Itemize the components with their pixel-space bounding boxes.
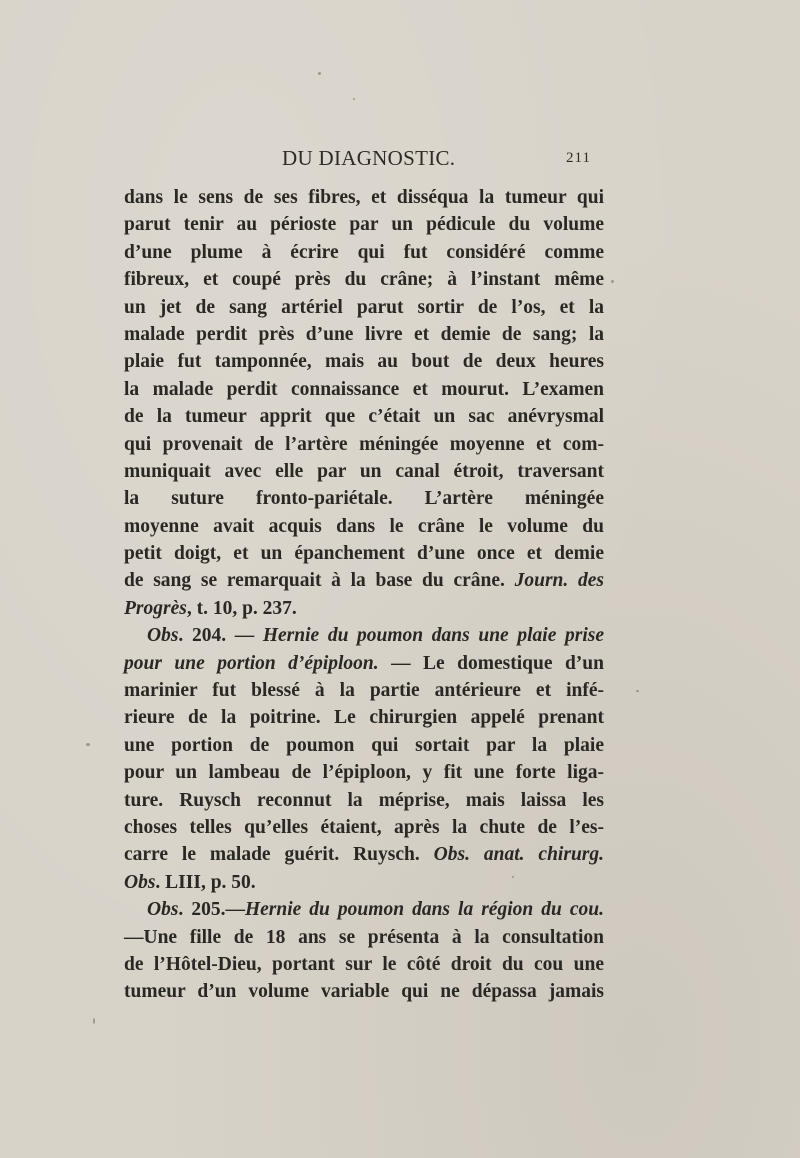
- text-run: moyenne avait acquis dans le crâne le volume du: [124, 515, 604, 537]
- italic-text-run: Obs: [147, 625, 179, 647]
- text-line: [124, 787, 604, 814]
- text-line: [124, 732, 604, 759]
- running-head: [0, 146, 800, 174]
- paper-speck: [318, 72, 321, 75]
- paper-speck: [636, 690, 639, 692]
- paper-speck: [353, 98, 355, 100]
- text-line: [124, 403, 604, 430]
- text-line: [124, 211, 604, 238]
- italic-text-run: Obs. anat. chirurg.: [433, 844, 605, 866]
- text-line: [124, 239, 604, 266]
- text-run: —Une fille de 18 ans se présenta à la consultation: [124, 926, 604, 948]
- text-line: [124, 458, 604, 485]
- running-head-title: DU DIAGNOSTIC.: [282, 146, 456, 170]
- text-run: un jet de sang artériel parut sortir de l’os, et la: [124, 296, 604, 318]
- text-run: . 204. —: [178, 625, 263, 647]
- text-run: de sang se remarquait à la base du crâne.: [124, 570, 515, 592]
- text-run: ture. Ruysch reconnut la méprise, mais laissa les: [124, 789, 604, 811]
- italic-text-run: Obs: [147, 899, 179, 921]
- paper-speck: [611, 280, 614, 283]
- text-run: malade perdit près d’une livre et demie de sang; la: [124, 323, 604, 345]
- text-line: [124, 896, 604, 923]
- italic-text-run: Journ. des: [514, 570, 604, 592]
- body-text: [124, 184, 604, 1006]
- text-line: [124, 869, 604, 896]
- text-run: tumeur d’un volume variable qui ne dépassa jamais: [124, 981, 604, 1003]
- text-line: [124, 431, 604, 458]
- text-line: [124, 540, 604, 567]
- text-line: [124, 485, 604, 512]
- text-run: muniquait avec elle par un canal étroit, traversant: [124, 460, 604, 482]
- paper-speck: [86, 743, 90, 746]
- text-line: [124, 814, 604, 841]
- text-run: la suture fronto-pariétale. L’artère méningée: [124, 488, 604, 510]
- text-line: [124, 650, 604, 677]
- text-line: [124, 759, 604, 786]
- italic-text-run: Hernie du poumon dans une plaie prise: [262, 625, 604, 647]
- text-run: petit doigt, et un épanchement d’une once et demie: [124, 543, 604, 565]
- text-line: [124, 184, 604, 211]
- text-run: parut tenir au périoste par un pédicule du volume: [124, 214, 604, 236]
- text-line: [124, 376, 604, 403]
- text-run: carre le malade guérit. Ruysch.: [124, 844, 434, 866]
- text-run: une portion de poumon qui sortait par la plaie: [124, 734, 604, 756]
- text-line: [124, 513, 604, 540]
- text-run: rieure de la poitrine. Le chirurgien appelé prenant: [124, 707, 604, 729]
- text-line: [124, 266, 604, 293]
- text-line: [124, 622, 604, 649]
- paper-speck: [93, 1018, 95, 1024]
- page-number: 211: [566, 150, 591, 166]
- text-run: de l’Hôtel-Dieu, portant sur le côté droit du cou une: [124, 953, 604, 975]
- text-line: [124, 951, 604, 978]
- text-line: [124, 595, 604, 622]
- text-line: [124, 841, 604, 868]
- text-run: choses telles qu’elles étaient, après la chute de l’es-: [124, 816, 604, 838]
- italic-text-run: Progrès: [124, 597, 187, 619]
- text-line: [124, 978, 604, 1005]
- text-run: fibreux, et coupé près du crâne; à l’instant même: [124, 269, 604, 291]
- italic-text-run: pour une portion d’épiploon.: [124, 652, 379, 674]
- text-run: qui provenait de l’artère méningée moyenne et com-: [124, 433, 604, 455]
- text-line: [124, 677, 604, 704]
- text-line: [124, 348, 604, 375]
- text-run: d’une plume à écrire qui fut considéré comme: [124, 241, 604, 263]
- text-run: — Le domestique d’un: [378, 652, 604, 674]
- text-run: la malade perdit connaissance et mourut. L’examen: [124, 378, 604, 400]
- text-run: , t. 10, p. 237.: [186, 597, 297, 619]
- text-line: [124, 924, 604, 951]
- text-run: dans le sens de ses fibres, et disséqua la tumeur qui: [124, 187, 604, 208]
- text-run: plaie fut tamponnée, mais au bout de deux heures: [124, 351, 604, 373]
- italic-text-run: Hernie du poumon dans la région du cou.: [244, 899, 605, 921]
- text-run: de la tumeur apprit que c’était un sac anévrysmal: [124, 406, 604, 428]
- text-run: . LIII, p. 50.: [155, 871, 256, 893]
- text-run: marinier fut blessé à la partie antérieure et infé-: [124, 680, 604, 702]
- text-run: pour un lambeau de l’épiploon, y fit une forte liga-: [124, 762, 604, 784]
- text-line: [124, 567, 604, 594]
- text-line: [124, 704, 604, 731]
- text-line: [124, 321, 604, 348]
- italic-text-run: Obs: [124, 871, 156, 893]
- text-run: . 205.—: [178, 899, 245, 921]
- text-line: [124, 294, 604, 321]
